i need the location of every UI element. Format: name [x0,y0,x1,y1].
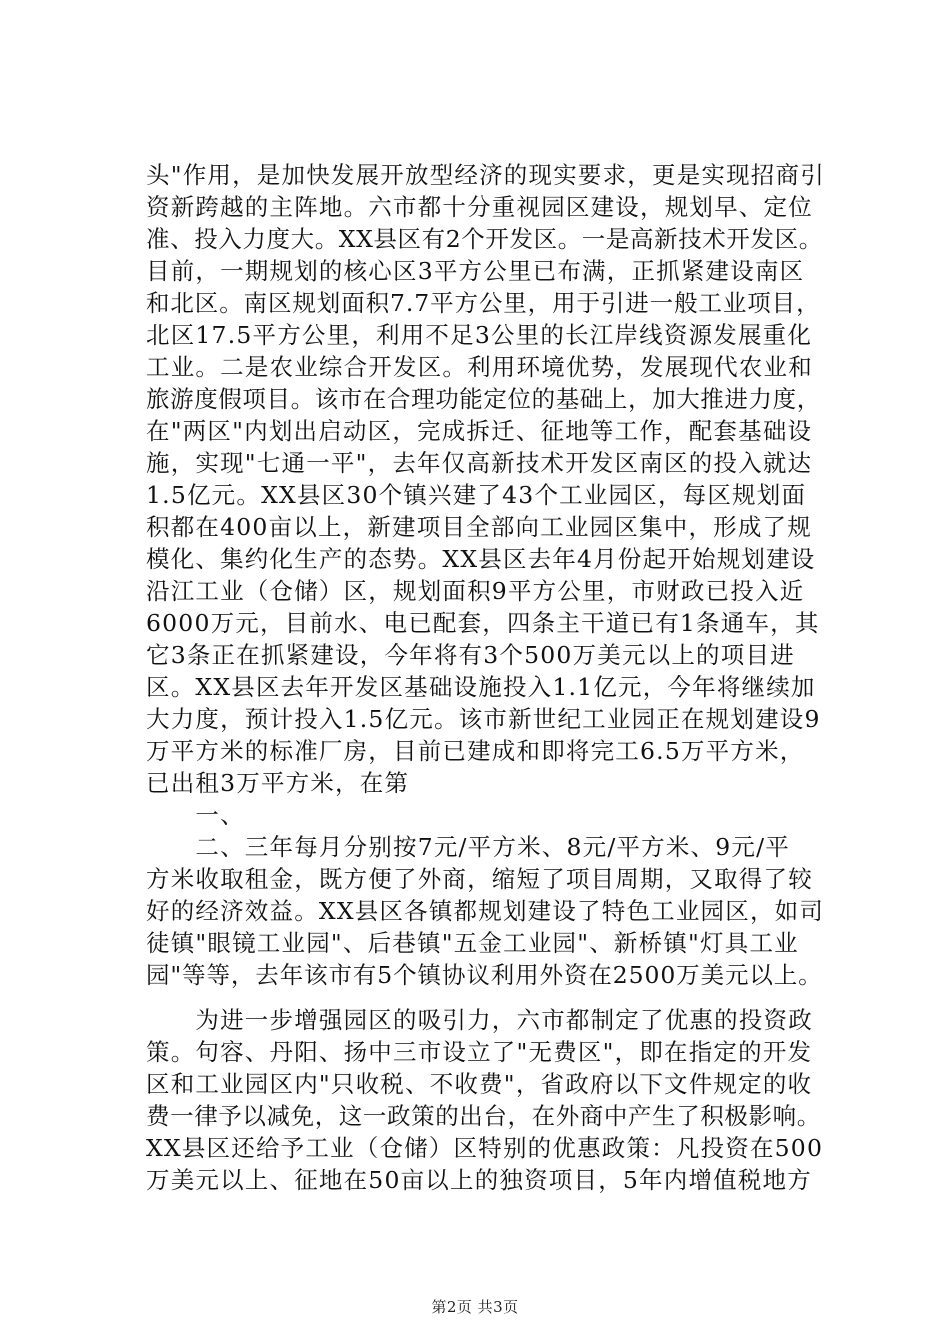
body-text-block-2 [146,1004,826,1196]
page-number-footer: 第2页 共3页 [431,1298,519,1316]
text-line: 资新跨越的主阵地。六市都十分重视园区建设，规划早、定位 [146,193,813,221]
text-line: 为进一步增强园区的吸引力，六市都制定了优惠的投资政 [146,1006,813,1034]
text-line: 已出租3万平方米，在第 [146,769,410,797]
text-line: 在"两区"内划出启动区，完成拆迁、征地等工作，配套基础设 [146,417,813,445]
text-line: 区和工业园区内"只收税、不收费"，省政府以下文件规定的收 [146,1070,813,1098]
text-line: 大力度，预计投入1.5亿元。该市新世纪工业园正在规划建设9 [146,705,821,733]
text-line: 策。句容、丹阳、扬中三市设立了"无费区"，即在指定的开发 [146,1038,813,1066]
text-line: 施，实现"七通一平"，去年仅高新技术开发区南区的投入就达 [146,449,813,477]
text-line: 方米收取租金，既方便了外商，缩短了项目周期，又取得了较 [146,865,813,893]
text-line: 园"等等，去年该市有5个镇协议利用外资在2500万美元以上。 [146,961,823,989]
text-line: 万美元以上、征地在50亩以上的独资项目，5年内增值税地方 [146,1166,812,1194]
text-line: 积都在400亩以上，新建项目全部向工业园区集中，形成了规 [146,513,812,541]
text-line: 模化、集约化生产的态势。XX县区去年4月份起开始规划建设 [146,545,816,573]
text-line: 北区17.5平方公里，利用不足3公里的长江岸线资源发展重化 [146,321,813,349]
text-line: XX县区还给予工业（仓储）区特别的优惠政策：凡投资在500 [146,1134,824,1162]
text-line: 准、投入力度大。XX县区有2个开发区。一是高新技术开发区。 [146,225,823,253]
text-line: 区。XX县区去年开发区基础设施投入1.1亿元，今年将继续加 [146,673,816,701]
text-line: 徒镇"眼镜工业园"、后巷镇"五金工业园"、新桥镇"灯具工业 [146,929,799,957]
text-line: 它3条正在抓紧建设，今年将有3个500万美元以上的项目进 [146,641,795,669]
text-line: 费一律予以减免，这一政策的出台，在外商中产生了积极影响。 [146,1102,821,1130]
text-line: 万平方米的标准厂房，目前已建成和即将完工6.5万平方米， [146,737,805,765]
text-line: 旅游度假项目。该市在合理功能定位的基础上，加大推进力度， [146,385,821,413]
text-line: 头"作用，是加快发展开放型经济的现实要求，更是实现招商引 [146,161,825,189]
text-line: 沿江工业（仓储）区，规划面积9平方公里，市财政已投入近 [146,577,805,605]
text-line: 1.5亿元。XX县区30个镇兴建了43个工业园区，每区规划面 [146,481,807,509]
text-line: 好的经济效益。XX县区各镇都规划建设了特色工业园区，如司 [146,897,825,925]
text-line: 6000万元，目前水、电已配套，四条主干道已有1条通车，其 [146,609,820,637]
text-line: 工业。二是农业综合开发区。利用环境优势，发展现代农业和 [146,353,813,381]
text-line: 一、 [146,801,245,829]
body-text-block-1 [146,159,826,991]
text-line: 和北区。南区规划面积7.7平方公里，用于引进一般工业项目， [146,289,821,317]
text-line: 目前，一期规划的核心区3平方公里已布满，正抓紧建设南区 [146,257,805,285]
text-line: 二、三年每月分别按7元/平方米、8元/平方米、9元/平 [146,833,790,861]
